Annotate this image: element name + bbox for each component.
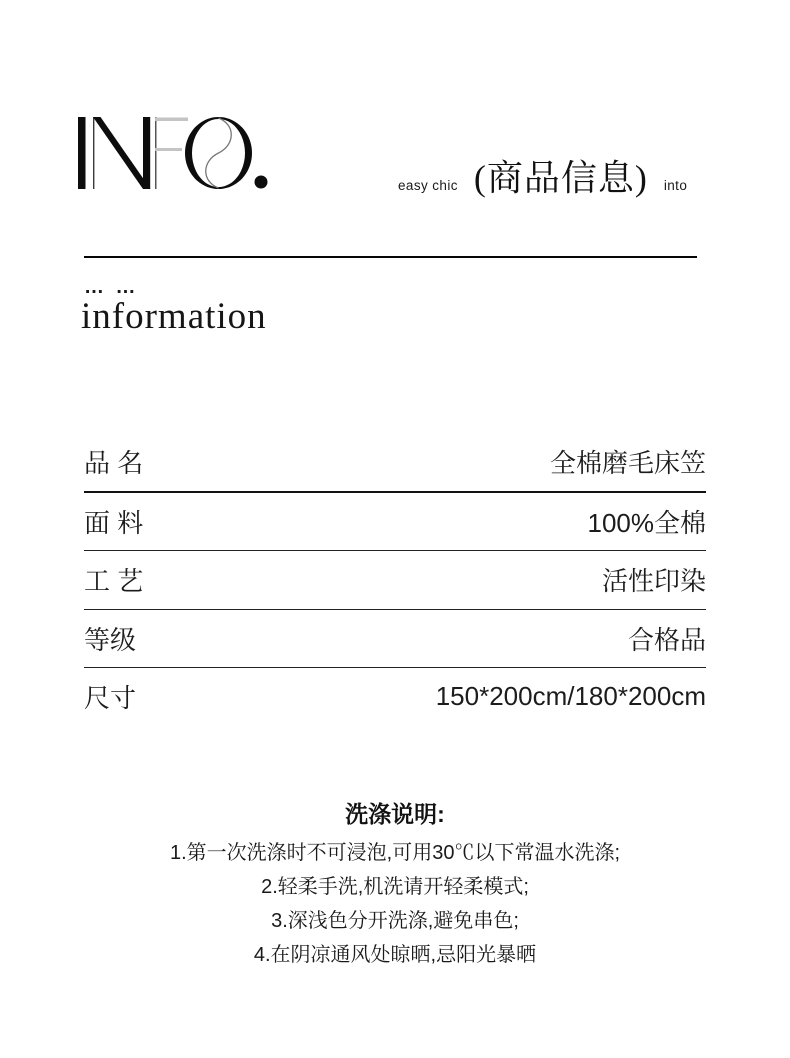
- care-line: 1.第一次洗涤时不可浸泡,可用30℃以下常温水洗涤;: [169, 842, 621, 864]
- spec-label: 尺寸: [84, 683, 137, 714]
- spec-value: 活性印染: [601, 566, 706, 597]
- spec-label: 工 艺: [84, 566, 144, 597]
- care-line: 4.在阴凉通风处晾晒,忌阳光暴晒: [253, 944, 537, 966]
- spec-label: 品 名: [84, 448, 144, 479]
- care-line: 3.深浅色分开洗涤,避免串色;: [271, 910, 519, 932]
- spec-value: 150*200cm/180*200cm: [435, 681, 706, 712]
- spec-table: [84, 433, 706, 726]
- spec-label: 等级: [84, 624, 137, 655]
- spec-value: 全棉磨毛床笠: [549, 448, 706, 479]
- tagline-into: into: [663, 178, 688, 193]
- table-row: [84, 551, 706, 610]
- section-dots: … …: [84, 276, 139, 298]
- tagline-product-info-cn: (商品信息): [473, 158, 648, 198]
- section-title: information: [81, 296, 267, 337]
- spec-label: 面 料: [84, 507, 144, 538]
- table-row: [84, 433, 706, 493]
- table-row: [84, 493, 706, 552]
- tagline-easy-chic: easy chic: [398, 178, 458, 193]
- care-title: 洗涤说明:: [345, 801, 445, 827]
- care-instructions: [0, 796, 790, 972]
- header-divider: [84, 256, 697, 258]
- table-row: [84, 610, 706, 669]
- header-tagline: [398, 150, 708, 201]
- spec-value: 100%全棉: [587, 507, 706, 538]
- table-row: [84, 668, 706, 726]
- spec-value: 合格品: [627, 624, 706, 655]
- info-logo-icon: [78, 117, 268, 189]
- care-line: 2.轻柔手洗,机洗请开轻柔模式;: [261, 876, 529, 898]
